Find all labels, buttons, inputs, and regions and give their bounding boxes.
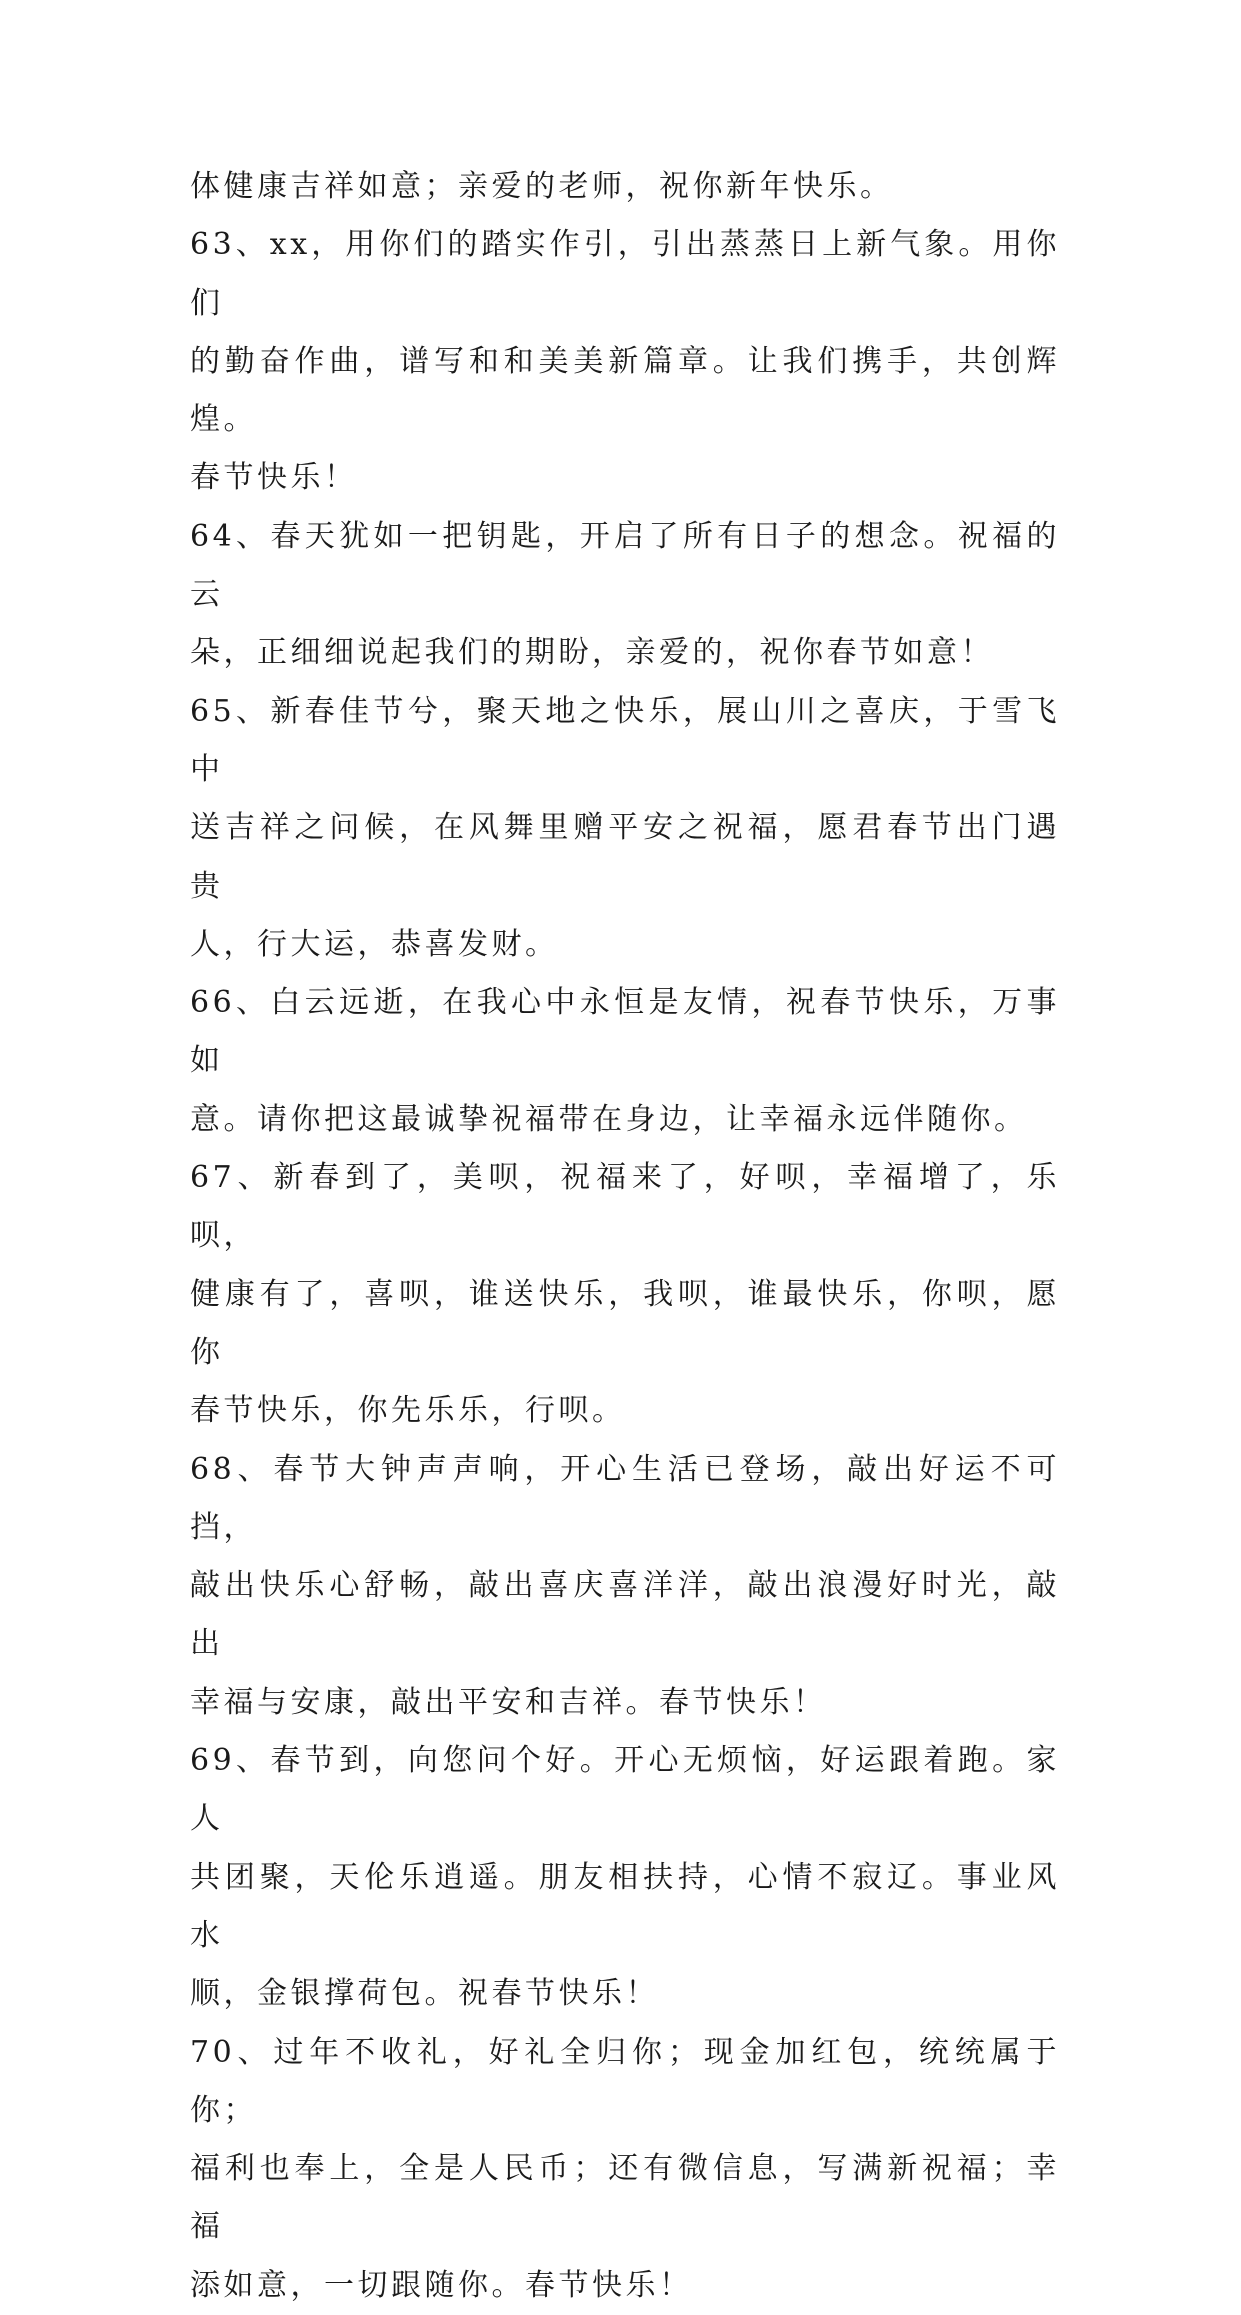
paragraph-64 <box>190 508 1060 683</box>
paragraph-65 <box>190 683 1060 974</box>
paragraph-68 <box>190 1441 1060 1732</box>
text-line: 朵，正细细说起我们的期盼，亲爱的，祝你春节如意！ <box>190 635 994 671</box>
text-line: 春节快乐，你先乐乐，行呗。 <box>190 1393 626 1429</box>
text-line: 春节快乐！ <box>190 460 358 496</box>
text-line: 人，行大运，恭喜发财。 <box>190 926 559 962</box>
text-line: 63、xx，用你们的踏实作引，引出蒸蒸日上新气象。用你们 <box>190 227 1060 321</box>
body-text <box>190 158 1060 2315</box>
text-line: 67、新春到了，美呗，祝福来了，好呗，幸福增了，乐呗， <box>190 1160 1060 1254</box>
text-line: 健康有了，喜呗，谁送快乐，我呗，谁最快乐，你呗，愿你 <box>190 1276 1060 1370</box>
text-line: 体健康吉祥如意；亲爱的老师，祝你新年快乐。 <box>190 169 894 204</box>
text-line: 添如意，一切跟随你。春节快乐！ <box>190 2267 693 2303</box>
text-line: 的勤奋作曲，谱写和和美美新篇章。让我们携手，共创辉煌。 <box>190 343 1060 438</box>
paragraph-66 <box>190 974 1060 1149</box>
text-line: 69、春节到，向您问个好。开心无烦恼，好运跟着跑。家人 <box>190 1743 1060 1837</box>
paragraph-continuation <box>190 158 1060 216</box>
paragraph-63 <box>190 216 1060 507</box>
text-line: 65、新春佳节兮，聚天地之快乐，展山川之喜庆，于雪飞中 <box>190 693 1060 787</box>
text-line: 66、白云远逝，在我心中永恒是友情，祝春节快乐，万事如 <box>190 985 1060 1079</box>
text-line: 意。请你把这最诚挚祝福带在身边，让幸福永远伴随你。 <box>190 1101 1028 1137</box>
text-line: 共团聚，天伦乐逍遥。朋友相扶持，心情不寂辽。事业风水 <box>190 1859 1060 1953</box>
text-line: 68、春节大钟声声响，开心生活已登场，敲出好运不可挡， <box>190 1451 1060 1545</box>
text-line: 幸福与安康，敲出平安和吉祥。春节快乐！ <box>190 1684 827 1720</box>
text-line: 顺，金银撑荷包。祝春节快乐！ <box>190 1976 659 2012</box>
text-line: 70、过年不收礼，好礼全归你；现金加红包，统统属于你； <box>190 2034 1060 2128</box>
text-line: 福利也奉上，全是人民币；还有微信息，写满新祝福；幸福 <box>190 2151 1060 2245</box>
text-line: 敲出快乐心舒畅，敲出喜庆喜洋洋，敲出浪漫好时光，敲出 <box>190 1568 1060 1662</box>
text-line: 64、春天犹如一把钥匙，开启了所有日子的想念。祝福的云 <box>190 518 1060 613</box>
paragraph-70 <box>190 2024 1060 2315</box>
paragraph-69 <box>190 1732 1060 2023</box>
text-line: 送吉祥之问候，在风舞里赠平安之祝福，愿君春节出门遇贵 <box>190 810 1060 904</box>
paragraph-67 <box>190 1149 1060 1440</box>
